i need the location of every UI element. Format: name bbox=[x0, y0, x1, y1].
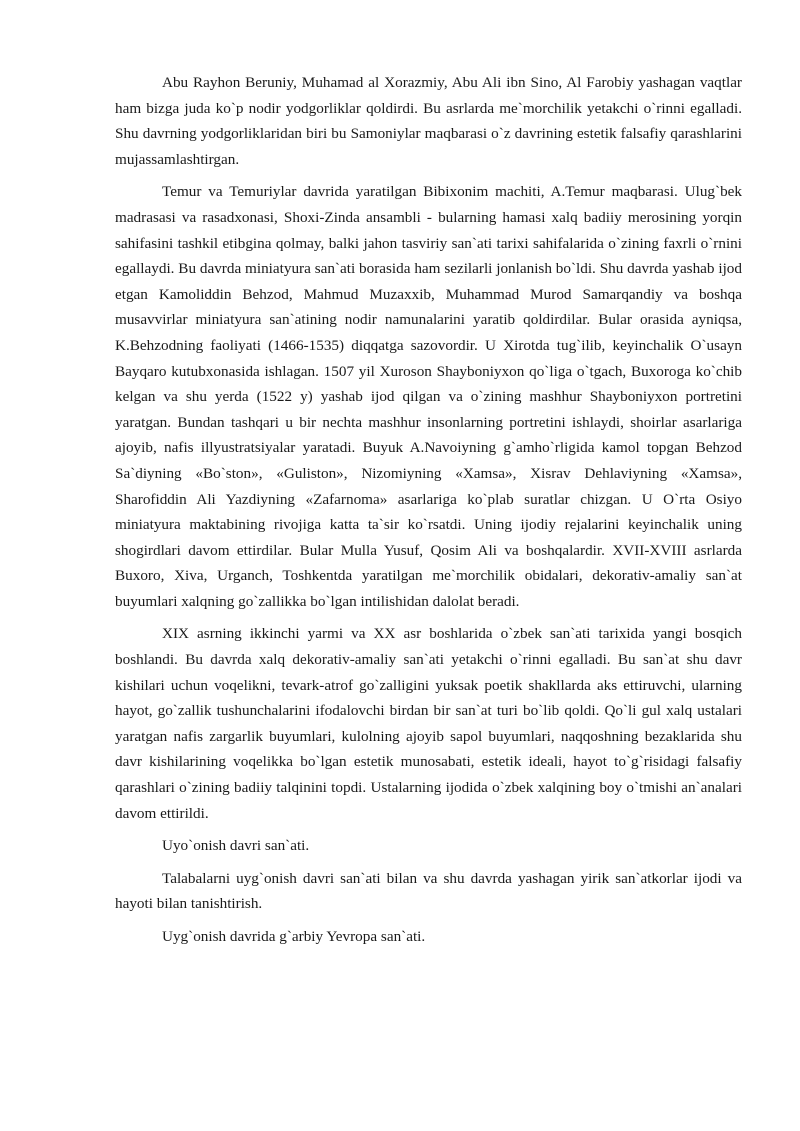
paragraph-xix-century: XIX asrning ikkinchi yarmi va XX asr boshlarida o`zbek san`ati tarixida yangi bosqich boshlandi. Bu davrda xalq dekorativ-amaliy san`ati yetakchi o`rinni egalladi. Bu san`at shu davr kishilari uchun voqelikni, tevark-atrof go`zalligini yuksak poetik shakllarda aks ettiruvchi, ularning hayot, go`zallik tushunchalarini ifodalovchi birdan bir san`at turi bo`lib qoldi. Qo`li gul xalq ustalari yaratgan nafis zargarlik buyumlari, kulolning ajoyib sapol buyumlari, naqqoshning bezaklarida shu davr kishilarining voqelikka bo`lgan estetik munosabati, estetik ideali, hayot to`g`risidagi falsafiy qarashlari o`zining badiiy talqinini topdi. Ustalarning ijodida o`zbek xalqining boy o`tmishi an`analari davom ettirildi. bbox=[115, 625, 742, 822]
document-page bbox=[115, 70, 742, 957]
paragraph-renaissance-goal: Talabalarni uyg`onish davri san`ati bilan va shu davrda yashagan yirik san`atkorlar ijodi va hayoti bilan tanishtirish. bbox=[115, 869, 742, 913]
paragraph-beruniy-era: Abu Rayhon Beruniy, Muhamad al Xorazmiy, Abu Ali ibn Sino, Al Farobiy yashagan vaqtlar ham bizga juda ko`p nodir yodgorliklar qoldirdi. Bu asrlarda me`morchilik yetakchi o`rinni egalladi. Shu davrning yodgorliklaridan biri bu Samoniylar maqbarasi o`z davrining estetik falsafiy qarashlarini mujassamlashtirgan. bbox=[115, 74, 742, 168]
paragraph-temurid-era: Temur va Temuriylar davrida yaratilgan Bibixonim machiti, A.Temur maqbarasi. Ulug`bek madrasasi va rasadxonasi, Shoxi-Zinda ansambli - bularning hamasi xalq badiiy merosining yorqin sahifasini tashkil etibgina qolmay, balki jahon tasviriy san`ati tarixi sahifalarida o`zining faxrli o`rnini egallaydi. Bu davrda miniatyura san`ati borasida ham sezilarli jonlanish bo`ldi. Shu davrda yashab ijod etgan Kamoliddin Behzod, Mahmud Muzaxxib, Muhammad Murod Samarqandiy va boshqa musavvirlar miniatyura san`atining nodir namunalarini yaratib qoldirdilar. Bular orasida ayniqsa, K.Behzodning faoliyati (1466-1535) diqqatga sazovordir. U Xirotda tug`ilib, keyinchalik O`usayn Bayqaro kutubxonasida ishlagan. 1507 yil Xuroson Shayboniyxon qo`liga o`tgach, Buxoroga ko`chib kelgan va shu yerda (1522 y) yashab ijod qilgan va o`zining mashhur Shayboniyxon portretini yaratgan. Bundan tashqari u bir nechta mashhur insonlarning portretini ishlaydi, shoirlar asarlariga ajoyib, nafis illyustratsiyalar yaratadi. Buyuk A.Navoiyning g`amho`rligida kamol topgan Behzod Sa`diyning «Bo`ston», «Guliston», Nizomiyning «Xamsa», Xisrav Dehlaviyning «Xamsa», Sharofiddin Ali Yazdiyning «Zafarnoma» asarlariga ko`plab suratlar chizgan. U O`rta Osiyo miniatyura maktabining rivojiga katta ta`sir ko`rsatdi. Uning ijodiy rejalarini keyinchalik uning shogirdlari davom ettirdilar. Bular Mulla Yusuf, Qosim Ali va boshqalardir. XVII-XVIII asrlarda Buxoro, Xiva, Urganch, Toshkentda yaratilgan me`morchilik obidalari, dekorativ-amaliy san`at buyumlari xalqning go`zallikka bo`lgan intilishidan dalolat beradi. bbox=[115, 183, 742, 610]
paragraph-renaissance-heading: Uyo`onish davri san`ati. bbox=[162, 837, 310, 855]
paragraph-western-europe-heading: Uyg`onish davrida g`arbiy Yevropa san`ati. bbox=[162, 928, 426, 945]
